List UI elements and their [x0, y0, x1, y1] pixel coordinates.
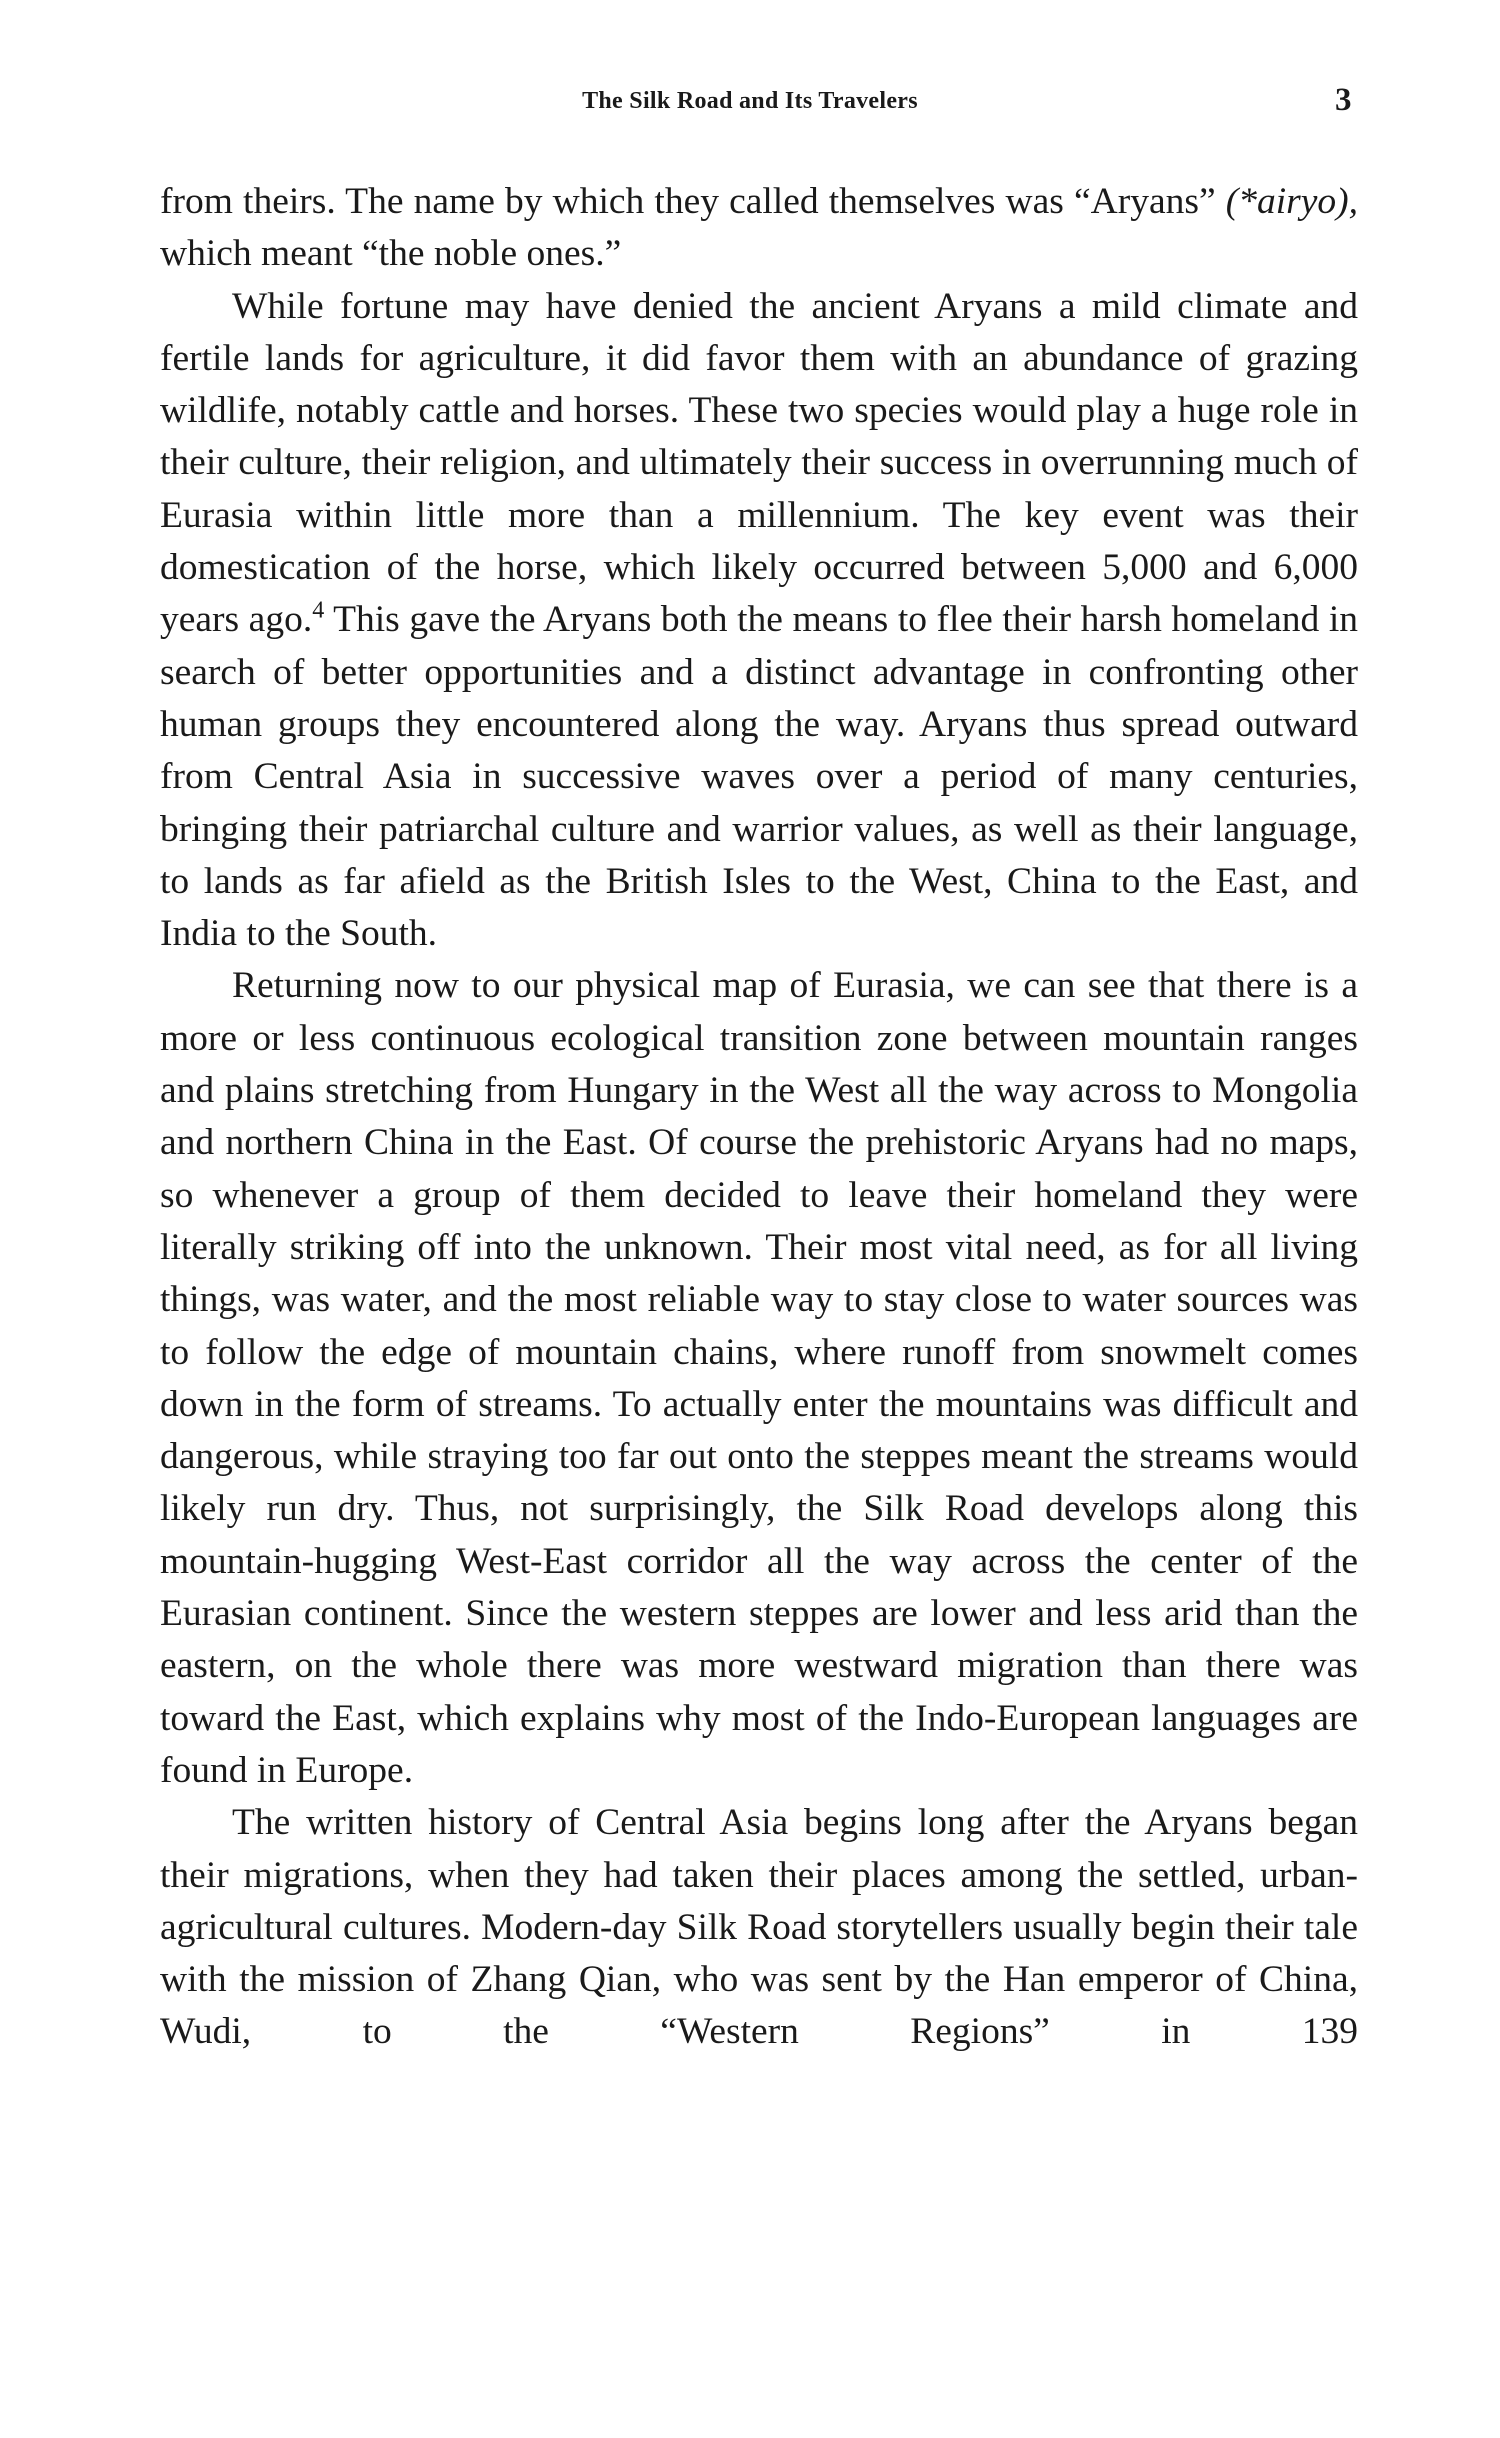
page-body	[160, 176, 1358, 2059]
footnote-marker: 4	[312, 597, 325, 624]
paragraph-eurasia-map: Returning now to our physical map of Eurasia, we can see that there is a more or less continuous ecological transition zone between mountain ranges and plains stretching from Hungary in the West all the way across to Mongolia and northern China in the East. Of course the prehistoric Aryans had no maps, so whenever a group of them decided to leave their homeland they were literally striking off into the unknown. Their most vital need, as for all living things, was water, and the most reliable way to stay close to water sources was to follow the edge of mountain chains, where runoff from snowmelt comes down in the form of streams. To actually enter the mountains was difficult and dangerous, while straying too far out onto the steppes meant the streams would likely run dry. Thus, not surprisingly, the Silk Road develops along this mountain-hugging West-East corridor all the way across the center of the Eurasian continent. Since the western steppes are lower and less arid than the eastern, on the whole there was more westward migration than there was toward the East, which explains why most of the Indo-European languages are found in Europe.	[160, 965, 1358, 1791]
paragraph-continuation	[160, 176, 1358, 281]
paragraph-written-history: The written history of Central Asia begins long after the Aryans began their migrations, when they had taken their places among the settled, urban-agricultural cultures. Modern-day Silk Road storytellers usually begin their tale with the mission of Zhang Qian, who was sent by the Han emperor of China, Wudi, to the “Western Regions” in 139	[160, 1802, 1358, 2053]
paragraph-text: This gave the Aryans both the means to flee their harsh homeland in search of better opportunities and a distinct advantage in confronting other human groups they encountered along the way. Aryans thus spread outward from Central Asia in successive waves over a period of many centuries, bringing their patriarchal culture and warrior values, as well as their language, to lands as far afield as the British Isles to the West, China to the East, and India to the South.	[160, 599, 1358, 955]
paragraph-text: While fortune may have denied the ancient Aryans a mild climate and fertile lands for agriculture, it did favor them with an abundance of grazing wildlife, notably cattle and horses. These two species would play a huge role in their culture, their religion, and ultimately their success in overrunning much of Eurasia within little more than a millennium. The key event was their domestication of the horse, which likely occurred between 5,000 and 6,000 years ago.	[160, 285, 1358, 641]
paragraph-text: which meant “the noble ones.”	[160, 233, 622, 275]
page-number: 3	[1335, 82, 1352, 118]
paragraph-text: from theirs. The name by which they called themselves was “Aryans”	[160, 181, 1226, 222]
paragraph-aryans-horses	[160, 281, 1358, 961]
running-head-title: The Silk Road and Its Travelers	[582, 88, 918, 114]
italic-term: (*airyo),	[1225, 181, 1358, 222]
